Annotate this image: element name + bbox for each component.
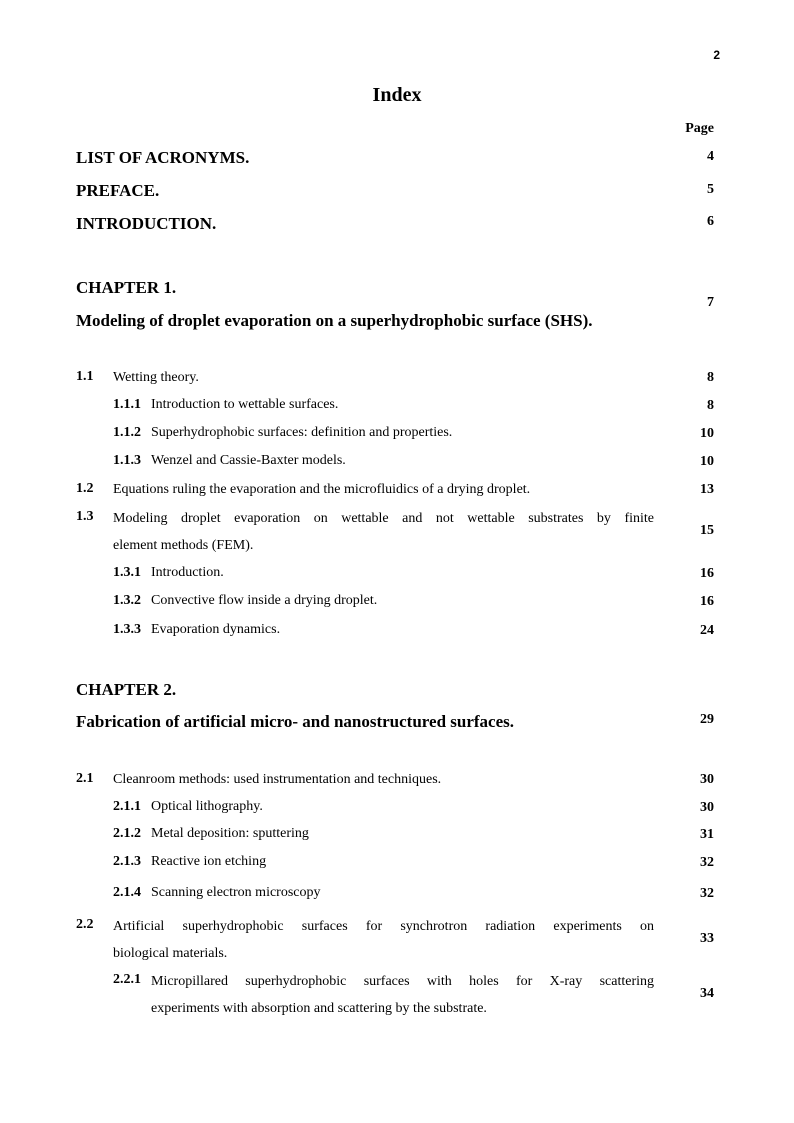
toc-entry-number: 1.2	[76, 481, 94, 496]
toc-entry-page: 33	[700, 931, 714, 946]
chapter-1-page: 7	[707, 295, 714, 310]
toc-entry-page: 10	[700, 454, 714, 469]
toc-entry-number: 1.3	[76, 509, 94, 524]
toc-entry-label: INTRODUCTION.	[76, 214, 217, 233]
toc-entry-number: 1.1.2	[113, 425, 141, 440]
toc-entry-number: 1.3.3	[113, 622, 141, 637]
toc-entry-page: 16	[700, 594, 714, 609]
chapter-2-page: 29	[700, 712, 714, 727]
toc-entry-label-line2: element methods (FEM).	[113, 538, 254, 553]
toc-entry-label: Wenzel and Cassie-Baxter models.	[151, 453, 346, 468]
toc-entry-number: 2.1.2	[113, 826, 141, 841]
toc-entry-label-line1: Artificial superhydrophobic surfaces for synchrotron radiation experiments on	[113, 919, 654, 934]
toc-entry-page: 4	[707, 149, 714, 164]
toc-entry-page: 31	[700, 827, 714, 842]
toc-entry-number: 2.2	[76, 917, 94, 932]
toc-entry-label: Wetting theory.	[113, 370, 199, 385]
toc-entry-number: 1.1	[76, 369, 94, 384]
toc-entry-page: 30	[700, 800, 714, 815]
toc-entry-label: Superhydrophobic surfaces: definition and properties.	[151, 425, 453, 440]
toc-entry-number: 2.1	[76, 771, 94, 786]
page-number: 2	[713, 48, 720, 62]
toc-entry-label: Reactive ion etching	[151, 854, 267, 869]
toc-entry-label-line1: Micropillared superhydrophobic surfaces with holes for X-ray scattering	[151, 974, 654, 989]
toc-entry-label: LIST OF ACRONYMS.	[76, 148, 250, 167]
page-column-header: Page	[685, 121, 714, 136]
toc-entry-label-line1: Modeling droplet evaporation on wettable and not wettable substrates by finite	[113, 511, 654, 526]
toc-entry-number: 2.1.4	[113, 885, 141, 900]
toc-entry-page: 13	[700, 482, 714, 497]
toc-entry-label: Optical lithography.	[151, 799, 263, 814]
chapter-title-label: Fabrication of artificial micro- and nanostructured surfaces.	[76, 712, 515, 731]
page-title: Index	[372, 84, 422, 106]
toc-entry-number: 1.1.1	[113, 397, 141, 412]
toc-entry-page: 6	[707, 214, 714, 229]
toc-entry-label: Introduction.	[151, 565, 224, 580]
toc-entry-label: Introduction to wettable surfaces.	[151, 397, 339, 412]
toc-entry-page: 15	[700, 523, 714, 538]
toc-entry-label: PREFACE.	[76, 181, 160, 200]
toc-entry-page: 8	[707, 398, 714, 413]
toc-entry-label: Convective flow inside a drying droplet.	[151, 593, 378, 608]
toc-entry-number: 2.1.1	[113, 799, 141, 814]
toc-entry-label: Evaporation dynamics.	[151, 622, 281, 637]
toc-entry-number: 2.1.3	[113, 854, 141, 869]
toc-entry-page: 34	[700, 986, 714, 1001]
chapter-heading-label: CHAPTER 1.	[76, 278, 177, 297]
toc-entry-page: 32	[700, 855, 714, 870]
toc-entry-label: Cleanroom methods: used instrumentation and techniques.	[113, 772, 442, 787]
chapter-heading-label: CHAPTER 2.	[76, 680, 177, 699]
toc-entry-page: 5	[707, 182, 714, 197]
toc-entry-page: 16	[700, 566, 714, 581]
toc-entry-number: 1.1.3	[113, 453, 141, 468]
chapter-title-label: Modeling of droplet evaporation on a superhydrophobic surface (SHS).	[76, 311, 593, 330]
toc-entry-page: 30	[700, 772, 714, 787]
toc-entry-number: 2.2.1	[113, 972, 141, 987]
toc-entry-page: 24	[700, 623, 714, 638]
toc-entry-label-line2: biological materials.	[113, 946, 228, 961]
toc-entry-number: 1.3.2	[113, 593, 141, 608]
toc-entry-page: 10	[700, 426, 714, 441]
toc-entry-label: Equations ruling the evaporation and the microfluidics of a drying droplet.	[113, 482, 531, 497]
toc-entry-label: Metal deposition: sputtering	[151, 826, 309, 841]
toc-entry-page: 32	[700, 886, 714, 901]
toc-entry-number: 1.3.1	[113, 565, 141, 580]
toc-entry-label-line2: experiments with absorption and scattering by the substrate.	[151, 1001, 487, 1016]
toc-entry-page: 8	[707, 370, 714, 385]
toc-entry-label: Scanning electron microscopy	[151, 885, 321, 900]
